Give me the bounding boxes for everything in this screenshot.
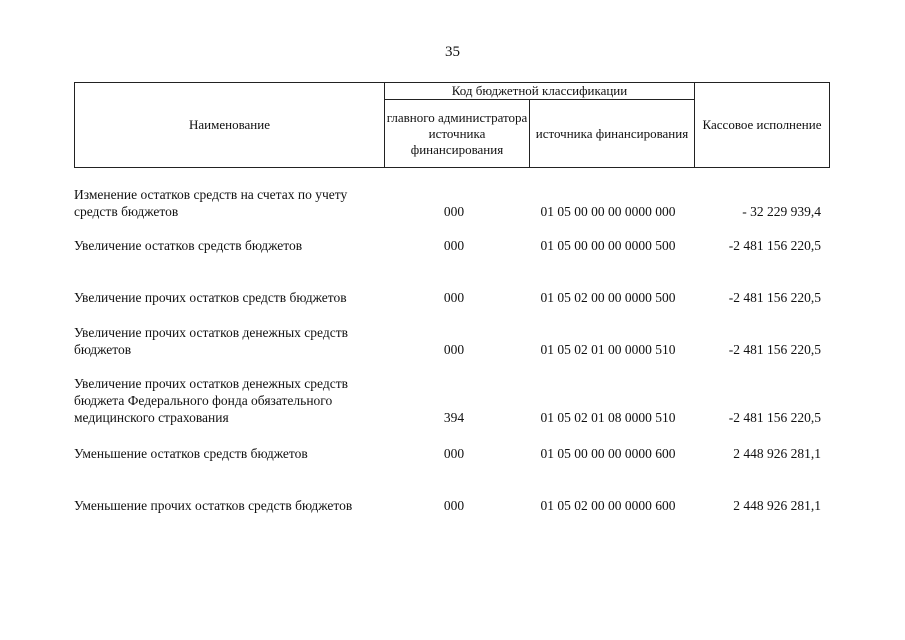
table-header: [74, 82, 830, 168]
row-amount: -2 481 156 220,5: [728, 290, 821, 305]
table-row: [74, 375, 829, 426]
row-name: Увеличение остатков средств бюджетов: [74, 238, 303, 253]
table-row: [74, 186, 829, 220]
table-row: [74, 324, 829, 358]
table-row: [74, 237, 829, 254]
header-code-group: Код бюджетной классификации: [385, 83, 695, 100]
row-source-code: 01 05 02 01 08 0000 510: [540, 410, 676, 425]
row-name: Увеличение прочих остатков денежных средств бюджетов: [74, 325, 348, 357]
row-admin-code: 000: [443, 446, 465, 461]
row-amount: 2 448 926 281,1: [733, 446, 821, 461]
row-amount: 2 448 926 281,1: [733, 498, 821, 513]
header-admin-column: главного администратора источника финансирования: [385, 100, 530, 168]
header-source-column: источника финансирования: [530, 100, 695, 168]
page-number: 35: [445, 44, 460, 60]
row-name: Увеличение прочих остатков денежных средств бюджета Федерального фонда обязательного медицинского страхования: [74, 376, 348, 425]
row-source-code: 01 05 00 00 00 0000 000: [540, 204, 676, 219]
row-name: Увеличение прочих остатков средств бюджетов: [74, 290, 347, 305]
header-name-column: Наименование: [75, 83, 385, 168]
row-admin-code: 000: [443, 498, 465, 513]
table-row: [74, 272, 829, 306]
row-admin-code: 000: [443, 204, 465, 219]
row-admin-code: 394: [443, 410, 465, 425]
row-amount: -2 481 156 220,5: [728, 410, 821, 425]
table-row: [74, 445, 829, 462]
row-name: Уменьшение прочих остатков средств бюджетов: [74, 498, 353, 513]
table-row: [74, 480, 829, 514]
row-source-code: 01 05 02 00 00 0000 500: [540, 290, 676, 305]
row-amount: -2 481 156 220,5: [728, 342, 821, 357]
row-name: Уменьшение остатков средств бюджетов: [74, 446, 308, 461]
row-admin-code: 000: [443, 342, 465, 357]
row-source-code: 01 05 00 00 00 0000 600: [540, 446, 676, 461]
row-admin-code: 000: [443, 290, 465, 305]
row-source-code: 01 05 02 00 00 0000 600: [540, 498, 676, 513]
header-execution-column: Кассовое исполнение: [695, 83, 830, 168]
row-source-code: 01 05 00 00 00 0000 500: [540, 238, 676, 253]
row-amount: -2 481 156 220,5: [728, 238, 821, 253]
row-admin-code: 000: [443, 238, 465, 253]
row-amount: - 32 229 939,4: [742, 204, 821, 219]
row-name: Изменение остатков средств на счетах по учету средств бюджетов: [74, 187, 348, 219]
row-source-code: 01 05 02 01 00 0000 510: [540, 342, 676, 357]
